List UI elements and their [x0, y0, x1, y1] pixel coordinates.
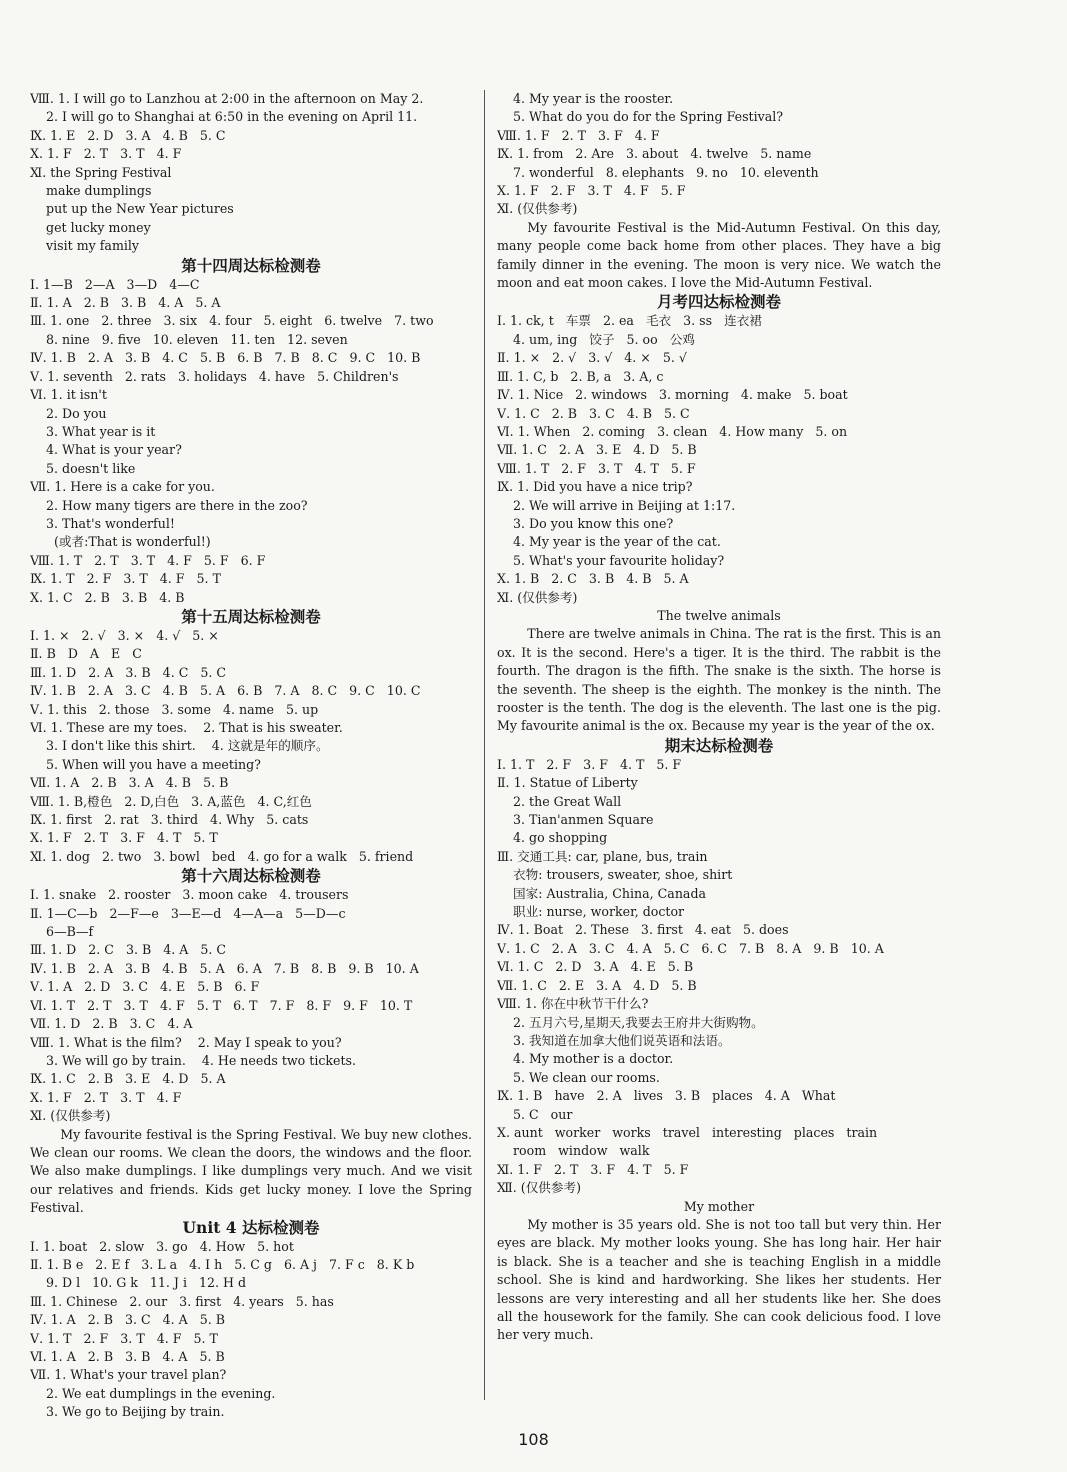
answer-line: Ⅱ. 1. A 2. B 3. B 4. A 5. A [30, 295, 221, 311]
answer-line: room window walk [497, 1143, 650, 1159]
answer-line: Ⅺ. (仅供参考) [497, 589, 578, 605]
answer-line: Ⅶ. 1. A 2. B 3. A 4. B 5. B [30, 775, 229, 791]
answer-line: 2. We will arrive in Beijing at 1:17. [497, 497, 736, 513]
answer-line: Ⅰ. 1. ck, t 车票 2. ea 毛衣 3. ss 连衣裙 [497, 313, 762, 329]
answer-line: Ⅷ. 1. What is the film? 2. May I speak to you? [30, 1034, 342, 1050]
answer-line: 5. When will you have a meeting? [30, 756, 261, 772]
answer-line: Ⅱ. 1. × 2. √ 3. √ 4. × 5. √ [497, 350, 687, 366]
page-number: 108 [518, 1430, 549, 1449]
answer-line: Ⅰ. 1—B 2—A 3—D 4—C [30, 276, 200, 292]
essay-paragraph: My mother is 35 years old. She is not too tall but very thin. Her eyes are black. My mother looks young. She has long hair. Her hair is black. She is a teacher and she is teaching English in a middle school. She is kind and hardworking. She likes her students. Her lessons are very interesting and all her students like her. She does all the housework for the family. She can cook delicious food. I love her very much. [497, 1216, 941, 1343]
answer-line: Ⅺ. 1. F 2. T 3. F 4. T 5. F [497, 1161, 689, 1177]
answer-line: 2. How many tigers are there in the zoo? [30, 497, 308, 513]
answer-line: Ⅶ. 1. C 2. A 3. E 4. D 5. B [497, 442, 697, 458]
answer-line: 4. um, ing 饺子 5. oo 公鸡 [497, 331, 695, 347]
answer-line: Ⅹ. 1. F 2. T 3. F 4. T 5. T [30, 830, 218, 846]
answer-line: put up the New Year pictures [30, 201, 234, 217]
section-title: 第十五周达标检测卷 [181, 606, 321, 626]
answer-line: 4. My mother is a doctor. [497, 1051, 674, 1067]
answer-line: Ⅸ. 1. B have 2. A lives 3. B places 4. A What [497, 1088, 836, 1104]
answer-line: Ⅴ. 1. this 2. those 3. some 4. name 5. up [30, 701, 319, 717]
answer-line: Ⅶ. 1. D 2. B 3. C 4. A [30, 1016, 193, 1032]
answer-line: Ⅸ. 1. C 2. B 3. E 4. D 5. A [30, 1071, 226, 1087]
answer-line: Ⅹ. 1. C 2. B 3. B 4. B [30, 589, 185, 605]
answer-line: Ⅳ. 1. B 2. A 3. B 4. C 5. B 6. B 7. B 8. C 9. C 10. B [30, 350, 421, 366]
answer-line: 8. nine 9. five 10. eleven 11. ten 12. seven [30, 331, 348, 347]
answer-line: Ⅰ. 1. T 2. F 3. F 4. T 5. F [497, 756, 682, 772]
answer-line: Ⅲ. 1. Chinese 2. our 3. first 4. years 5. has [30, 1293, 334, 1309]
answer-line: Ⅳ. 1. Nice 2. windows 3. morning 4. make 5. boat [497, 387, 848, 403]
answer-line: 3. That's wonderful! [30, 515, 175, 531]
answer-line: Ⅰ. 1. snake 2. rooster 3. moon cake 4. trousers [30, 887, 349, 903]
answer-line: 5. What do you do for the Spring Festival? [497, 109, 784, 125]
answer-line: Ⅲ. 交通工具: car, plane, bus, train [497, 848, 708, 864]
answer-line: 4. go shopping [497, 830, 608, 846]
answer-line: 3. We go to Beijing by train. [30, 1404, 225, 1420]
answer-line: Ⅳ. 1. B 2. A 3. C 4. B 5. A 6. B 7. A 8. C 9. C 10. C [30, 683, 421, 699]
answer-line: 4. What is your year? [30, 442, 182, 458]
answer-line: Ⅲ. 1. one 2. three 3. six 4. four 5. eight 6. twelve 7. two [30, 313, 434, 329]
answer-line: 2. We eat dumplings in the evening. [30, 1385, 276, 1401]
answer-line: Ⅷ. 1. T 2. T 3. T 4. F 5. F 6. F [30, 552, 266, 568]
answer-line: Ⅺ. (仅供参考) [497, 201, 578, 217]
answer-line: Ⅵ. 1. it isn't [30, 387, 107, 403]
answer-line: Ⅹ. aunt worker works travel interesting places train [497, 1124, 878, 1140]
answer-line: Ⅵ. 1. These are my toes. 2. That is his sweater. [30, 720, 343, 735]
answer-line: 3. Do you know this one? [497, 515, 674, 531]
answer-line: Ⅷ. 1. F 2. T 3. F 4. F [497, 127, 660, 143]
answer-line: get lucky money [30, 219, 151, 235]
answer-line: Ⅸ. 1. T 2. F 3. T 4. F 5. T [30, 571, 221, 587]
section-title: 第十六周达标检测卷 [181, 866, 321, 886]
answer-line: Ⅷ. 1. T 2. F 3. T 4. T 5. F [497, 460, 696, 476]
essay-paragraph: There are twelve animals in China. The rat is the first. This is an ox. It is the second. Here's a tiger. It is the third. The rabbit is the fourth. The dragon is the fifth. The snake is the sixth. The horse is the seventh. The sheep is the eighth. The monkey is the ninth. The rooster is the tenth. The dog is the eleventh. The last one is the pig. My favourite animal is the ox. Because my year is the year of the ox. [497, 626, 941, 734]
answer-line: Ⅲ. 1. C, b 2. B, a 3. A, c [497, 368, 664, 384]
answer-line: Ⅳ. 1. Boat 2. These 3. first 4. eat 5. does [497, 922, 789, 938]
answer-line: Ⅵ. 1. C 2. D 3. A 4. E 5. B [497, 959, 694, 975]
answer-line: 2. I will go to Shanghai at 6:50 in the evening on April 11. [30, 109, 418, 125]
answer-line: 3. 我知道在加拿大他们说英语和法语。 [497, 1032, 731, 1048]
essay-title: The twelve animals [657, 607, 781, 623]
answer-line: Ⅰ. 1. × 2. √ 3. × 4. √ 5. × [30, 627, 219, 643]
answer-line: Ⅵ. 1. A 2. B 3. B 4. A 5. B [30, 1349, 225, 1364]
answer-line: Ⅺ. the Spring Festival [30, 164, 172, 180]
essay-paragraph: My favourite Festival is the Mid-Autumn Festival. On this day, many people come back home from other places. They have a big family dinner in the evening. The moon is very nice. We watch the moon and eat moon cakes. I love the Mid-Autumn Festival. [497, 219, 941, 291]
answer-line: Ⅶ. 1. C 2. E 3. A 4. D 5. B [497, 977, 697, 993]
left-column [30, 90, 472, 1422]
answer-line: Ⅺ. (仅供参考) [30, 1108, 111, 1124]
answer-line: Ⅴ. 1. C 2. A 3. C 4. A 5. C 6. C 7. B 8. A 9. B 10. A [497, 940, 884, 956]
answer-line: 4. My year is the rooster. [497, 91, 674, 106]
answer-line: Ⅵ. 1. When 2. coming 3. clean 4. How many 5. on [497, 423, 848, 439]
answer-line: 7. wonderful 8. elephants 9. no 10. eleventh [497, 164, 819, 180]
answer-line: Ⅳ. 1. A 2. B 3. C 4. A 5. B [30, 1312, 226, 1328]
answer-line: Ⅲ. 1. D 2. C 3. B 4. A 5. C [30, 942, 227, 958]
answer-line: Ⅴ. 1. A 2. D 3. C 4. E 5. B 6. F [30, 979, 260, 995]
essay-paragraph: My favourite festival is the Spring Festival. We buy new clothes. We clean our rooms. We clean the doors, the windows and the floor. We also make dumplings. I like dumplings very much. And we visit our relatives and friends. Kids get lucky money. I love the Spring Festival. [30, 1126, 472, 1216]
answer-line: Ⅹ. 1. F 2. T 3. T 4. F [30, 1089, 182, 1105]
essay-title: My mother [683, 1198, 755, 1214]
answer-line: Ⅹ. 1. F 2. T 3. T 4. F [30, 146, 182, 162]
answer-line: Ⅱ. 1. Statue of Liberty [497, 775, 638, 791]
answer-line: Ⅱ. 1. B e 2. E f 3. L a 4. I h 5. C g 6. A j 7. F c 8. K b [30, 1256, 415, 1272]
answer-line: Ⅸ. 1. Did you have a nice trip? [497, 479, 693, 495]
answer-line: 4. My year is the year of the cat. [497, 534, 721, 550]
section-title: 第十四周达标检测卷 [181, 255, 321, 275]
answer-line: Ⅶ. 1. What's your travel plan? [30, 1367, 227, 1383]
section-title: Unit 4 达标检测卷 [182, 1217, 320, 1237]
answer-line: Ⅱ. B D A E C [30, 646, 142, 662]
answer-line: Ⅱ. 1—C—b 2—F—e 3—E—d 4—A—a 5—D—c [30, 905, 346, 921]
answer-line: 2. the Great Wall [497, 793, 622, 809]
answer-line: Ⅸ. 1. from 2. Are 3. about 4. twelve 5. name [497, 146, 812, 162]
answer-line: 2. Do you [30, 405, 107, 421]
answer-line: Ⅹ. 1. F 2. F 3. T 4. F 5. F [497, 183, 686, 199]
answer-line: 5. What's your favourite holiday? [497, 552, 725, 568]
answer-line: (或者:That is wonderful!) [30, 534, 211, 550]
answer-line: Ⅷ. 1. B,橙色 2. D,白色 3. A,蓝色 4. C,红色 [30, 793, 312, 809]
answer-line: Ⅲ. 1. D 2. A 3. B 4. C 5. C [30, 664, 227, 680]
answer-line: 国家: Australia, China, Canada [497, 885, 707, 901]
answer-line: 9. D l 10. G k 11. J i 12. H d [30, 1275, 247, 1291]
right-column [497, 90, 941, 1345]
answer-line: Ⅵ. 1. T 2. T 3. T 4. F 5. T 6. T 7. F 8. F 9. F 10. T [30, 997, 413, 1013]
answer-line: 5. We clean our rooms. [497, 1069, 660, 1085]
answer-line: Ⅻ. (仅供参考) [497, 1180, 581, 1196]
answer-line: 3. I don't like this shirt. 4. 这就是年的顺序。 [30, 738, 329, 754]
answer-line: 3. We will go by train. 4. He needs two tickets. [30, 1052, 357, 1068]
section-title: 月考四达标检测卷 [656, 292, 781, 312]
answer-line: Ⅺ. 1. dog 2. two 3. bowl bed 4. go for a walk 5. friend [30, 848, 414, 864]
answer-line: Ⅷ. 1. 你在中秋节干什么? [497, 996, 649, 1012]
answer-line: Ⅳ. 1. B 2. A 3. B 4. B 5. A 6. A 7. B 8. B 9. B 10. A [30, 960, 419, 976]
answer-line: 5. C our [497, 1106, 573, 1122]
answer-line: Ⅶ. 1. Here is a cake for you. [30, 479, 215, 495]
answer-line: Ⅴ. 1. seventh 2. rats 3. holidays 4. have 5. Children's [30, 368, 399, 384]
answer-line: visit my family [30, 238, 140, 254]
answer-line: Ⅰ. 1. boat 2. slow 3. go 4. How 5. hot [30, 1238, 294, 1254]
answer-line: Ⅴ. 1. C 2. B 3. C 4. B 5. C [497, 405, 690, 421]
answer-line: Ⅴ. 1. T 2. F 3. T 4. F 5. T [30, 1330, 218, 1346]
answer-line: 职业: nurse, worker, doctor [497, 904, 685, 920]
answer-line: 5. doesn't like [30, 460, 136, 476]
answer-line: Ⅷ. 1. I will go to Lanzhou at 2:00 in the afternoon on May 2. [30, 91, 424, 106]
answer-line: 衣物: trousers, sweater, shoe, shirt [497, 867, 733, 883]
section-title: 期末达标检测卷 [664, 735, 774, 755]
answer-line: 3. Tian'anmen Square [497, 812, 654, 828]
answer-line: 3. What year is it [30, 423, 156, 439]
answer-line: 2. 五月六号,星期天,我要去王府井大街购物。 [497, 1014, 764, 1030]
answer-line: make dumplings [30, 183, 152, 199]
answer-line: Ⅹ. 1. B 2. C 3. B 4. B 5. A [497, 571, 689, 587]
answer-line: Ⅸ. 1. E 2. D 3. A 4. B 5. C [30, 127, 226, 143]
column-divider [484, 90, 485, 1400]
answer-line: Ⅸ. 1. first 2. rat 3. third 4. Why 5. cats [30, 812, 309, 828]
answer-line: 6—B—f [30, 924, 94, 940]
